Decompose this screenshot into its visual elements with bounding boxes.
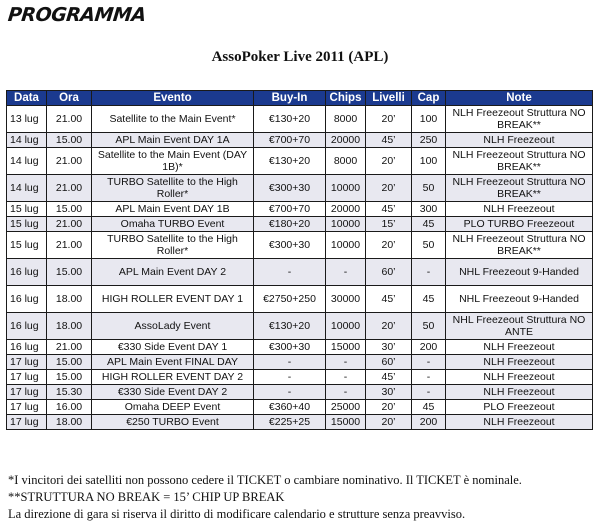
cell-chips: - bbox=[326, 385, 366, 400]
cell-note: NLH Freezeout bbox=[446, 415, 593, 430]
cell-event: TURBO Satellite to the High Roller* bbox=[92, 232, 254, 259]
cell-levels: 20’ bbox=[366, 106, 412, 133]
cell-cap: 50 bbox=[412, 175, 446, 202]
cell-time: 21.00 bbox=[47, 106, 92, 133]
cell-cap: - bbox=[412, 385, 446, 400]
column-header-ora: Ora bbox=[47, 91, 92, 106]
cell-date: 17 lug bbox=[7, 385, 47, 400]
cell-note: NLH Freezeout bbox=[446, 133, 593, 148]
cell-chips: 10000 bbox=[326, 175, 366, 202]
table-row bbox=[7, 385, 593, 400]
cell-note: PLO Freezeout bbox=[446, 400, 593, 415]
cell-chips: 10000 bbox=[326, 217, 366, 232]
footnote-ticket: *I vincitori dei satelliti non possono cedere il TICKET o cambiare nominativo. Il TICKET è nominale. bbox=[8, 473, 522, 487]
cell-buyin: €225+25 bbox=[254, 415, 326, 430]
table-row bbox=[7, 148, 593, 175]
cell-levels: 20’ bbox=[366, 313, 412, 340]
cell-cap: 50 bbox=[412, 313, 446, 340]
cell-note: NLH Freezeout Struttura NO BREAK** bbox=[446, 175, 593, 202]
table-row bbox=[7, 370, 593, 385]
cell-note: NLH Freezeout bbox=[446, 340, 593, 355]
cell-time: 16.00 bbox=[47, 400, 92, 415]
cell-levels: 20’ bbox=[366, 400, 412, 415]
column-header-evento: Evento bbox=[92, 91, 254, 106]
cell-note: NLH Freezeout Struttura NO BREAK** bbox=[446, 106, 593, 133]
cell-buyin: €300+30 bbox=[254, 232, 326, 259]
cell-chips: 8000 bbox=[326, 106, 366, 133]
cell-levels: 30’ bbox=[366, 385, 412, 400]
cell-levels: 45’ bbox=[366, 133, 412, 148]
cell-date: 15 lug bbox=[7, 217, 47, 232]
cell-event: APL Main Event DAY 2 bbox=[92, 259, 254, 286]
cell-date: 16 lug bbox=[7, 340, 47, 355]
cell-event: Omaha TURBO Event bbox=[92, 217, 254, 232]
cell-buyin: - bbox=[254, 385, 326, 400]
cell-chips: 20000 bbox=[326, 202, 366, 217]
cell-cap: 200 bbox=[412, 340, 446, 355]
cell-note: NLH Freezeout bbox=[446, 370, 593, 385]
brand-logo: PROGRAMMA bbox=[6, 4, 147, 26]
table-row bbox=[7, 400, 593, 415]
cell-chips: 10000 bbox=[326, 313, 366, 340]
table-row bbox=[7, 202, 593, 217]
cell-cap: 250 bbox=[412, 133, 446, 148]
table-row bbox=[7, 355, 593, 370]
column-header-buyin: Buy-In bbox=[254, 91, 326, 106]
cell-event: APL Main Event DAY 1A bbox=[92, 133, 254, 148]
cell-buyin: €180+20 bbox=[254, 217, 326, 232]
cell-buyin: €130+20 bbox=[254, 106, 326, 133]
cell-chips: - bbox=[326, 355, 366, 370]
cell-cap: 45 bbox=[412, 400, 446, 415]
cell-note: NLH Freezeout Struttura NO BREAK** bbox=[446, 232, 593, 259]
cell-date: 17 lug bbox=[7, 355, 47, 370]
cell-time: 18.00 bbox=[47, 415, 92, 430]
footnotes bbox=[8, 472, 596, 523]
cell-time: 21.00 bbox=[47, 232, 92, 259]
table-row bbox=[7, 106, 593, 133]
cell-note: NHL Freezeout 9-Handed bbox=[446, 286, 593, 313]
column-header-livelli: Livelli bbox=[366, 91, 412, 106]
footnote-no-break: **STRUTTURA NO BREAK = 15’ CHIP UP BREAK bbox=[8, 490, 285, 504]
cell-buyin: €130+20 bbox=[254, 313, 326, 340]
cell-event: HIGH ROLLER EVENT DAY 1 bbox=[92, 286, 254, 313]
cell-note: NLH Freezeout Struttura NO BREAK** bbox=[446, 148, 593, 175]
cell-chips: 15000 bbox=[326, 415, 366, 430]
cell-date: 16 lug bbox=[7, 313, 47, 340]
cell-cap: - bbox=[412, 355, 446, 370]
cell-date: 17 lug bbox=[7, 415, 47, 430]
cell-time: 15.00 bbox=[47, 355, 92, 370]
cell-chips: 10000 bbox=[326, 232, 366, 259]
cell-cap: - bbox=[412, 259, 446, 286]
cell-time: 21.00 bbox=[47, 217, 92, 232]
cell-date: 13 lug bbox=[7, 106, 47, 133]
cell-time: 18.00 bbox=[47, 313, 92, 340]
cell-chips: 25000 bbox=[326, 400, 366, 415]
cell-time: 15.00 bbox=[47, 202, 92, 217]
cell-chips: 8000 bbox=[326, 148, 366, 175]
cell-date: 15 lug bbox=[7, 232, 47, 259]
cell-time: 15.30 bbox=[47, 385, 92, 400]
cell-buyin: €300+30 bbox=[254, 175, 326, 202]
cell-note: NHL Freezeout Struttura NO ANTE bbox=[446, 313, 593, 340]
cell-chips: - bbox=[326, 370, 366, 385]
cell-time: 18.00 bbox=[47, 286, 92, 313]
cell-date: 15 lug bbox=[7, 202, 47, 217]
cell-note: PLO TURBO Freezeout bbox=[446, 217, 593, 232]
column-header-note: Note bbox=[446, 91, 593, 106]
cell-event: APL Main Event FINAL DAY bbox=[92, 355, 254, 370]
cell-date: 14 lug bbox=[7, 175, 47, 202]
cell-buyin: €2750+250 bbox=[254, 286, 326, 313]
cell-levels: 20’ bbox=[366, 232, 412, 259]
cell-event: €250 TURBO Event bbox=[92, 415, 254, 430]
cell-buyin: €700+70 bbox=[254, 133, 326, 148]
cell-event: HIGH ROLLER EVENT DAY 2 bbox=[92, 370, 254, 385]
cell-buyin: - bbox=[254, 355, 326, 370]
table-row bbox=[7, 217, 593, 232]
cell-chips: - bbox=[326, 259, 366, 286]
cell-cap: 45 bbox=[412, 217, 446, 232]
cell-buyin: €130+20 bbox=[254, 148, 326, 175]
cell-event: Satellite to the Main Event* bbox=[92, 106, 254, 133]
cell-cap: 100 bbox=[412, 148, 446, 175]
cell-buyin: - bbox=[254, 259, 326, 286]
table-row bbox=[7, 232, 593, 259]
cell-buyin: €300+30 bbox=[254, 340, 326, 355]
cell-date: 17 lug bbox=[7, 400, 47, 415]
cell-time: 15.00 bbox=[47, 370, 92, 385]
cell-note: NLH Freezeout bbox=[446, 385, 593, 400]
cell-cap: 200 bbox=[412, 415, 446, 430]
cell-time: 21.00 bbox=[47, 340, 92, 355]
cell-time: 21.00 bbox=[47, 175, 92, 202]
cell-event: Omaha DEEP Event bbox=[92, 400, 254, 415]
cell-event: APL Main Event DAY 1B bbox=[92, 202, 254, 217]
cell-chips: 30000 bbox=[326, 286, 366, 313]
cell-levels: 30’ bbox=[366, 340, 412, 355]
footnote-disclaimer: La direzione di gara si riserva il diritto di modificare calendario e strutture senza preavviso. bbox=[8, 507, 466, 521]
cell-event: Satellite to the Main Event (DAY 1B)* bbox=[92, 148, 254, 175]
cell-levels: 45’ bbox=[366, 202, 412, 217]
column-header-chips: Chips bbox=[326, 91, 366, 106]
table-row bbox=[7, 259, 593, 286]
cell-levels: 60’ bbox=[366, 355, 412, 370]
cell-note: NLH Freezeout bbox=[446, 355, 593, 370]
cell-levels: 20’ bbox=[366, 415, 412, 430]
cell-time: 15.00 bbox=[47, 133, 92, 148]
cell-cap: - bbox=[412, 370, 446, 385]
cell-cap: 50 bbox=[412, 232, 446, 259]
table-row bbox=[7, 415, 593, 430]
cell-cap: 45 bbox=[412, 286, 446, 313]
table-row bbox=[7, 133, 593, 148]
column-header-data: Data bbox=[7, 91, 47, 106]
cell-event: TURBO Satellite to the High Roller* bbox=[92, 175, 254, 202]
cell-levels: 20’ bbox=[366, 148, 412, 175]
cell-buyin: €700+70 bbox=[254, 202, 326, 217]
cell-event: AssoLady Event bbox=[92, 313, 254, 340]
cell-note: NLH Freezeout bbox=[446, 202, 593, 217]
cell-date: 16 lug bbox=[7, 286, 47, 313]
cell-event: €330 Side Event DAY 1 bbox=[92, 340, 254, 355]
cell-levels: 20’ bbox=[366, 175, 412, 202]
cell-levels: 45’ bbox=[366, 370, 412, 385]
table-row bbox=[7, 175, 593, 202]
cell-chips: 15000 bbox=[326, 340, 366, 355]
column-header-cap: Cap bbox=[412, 91, 446, 106]
cell-levels: 60’ bbox=[366, 259, 412, 286]
cell-buyin: €360+40 bbox=[254, 400, 326, 415]
cell-time: 21.00 bbox=[47, 148, 92, 175]
table-row bbox=[7, 313, 593, 340]
table-row bbox=[7, 340, 593, 355]
schedule-table bbox=[6, 90, 593, 430]
cell-levels: 45’ bbox=[366, 286, 412, 313]
cell-date: 17 lug bbox=[7, 370, 47, 385]
cell-cap: 300 bbox=[412, 202, 446, 217]
cell-date: 14 lug bbox=[7, 133, 47, 148]
cell-note: NHL Freezeout 9-Handed bbox=[446, 259, 593, 286]
cell-event: €330 Side Event DAY 2 bbox=[92, 385, 254, 400]
cell-time: 15.00 bbox=[47, 259, 92, 286]
cell-chips: 20000 bbox=[326, 133, 366, 148]
cell-date: 14 lug bbox=[7, 148, 47, 175]
cell-levels: 15’ bbox=[366, 217, 412, 232]
table-row bbox=[7, 286, 593, 313]
cell-cap: 100 bbox=[412, 106, 446, 133]
table-header-row bbox=[7, 91, 593, 106]
cell-buyin: - bbox=[254, 370, 326, 385]
cell-date: 16 lug bbox=[7, 259, 47, 286]
page-title: AssoPoker Live 2011 (APL) bbox=[211, 49, 389, 65]
